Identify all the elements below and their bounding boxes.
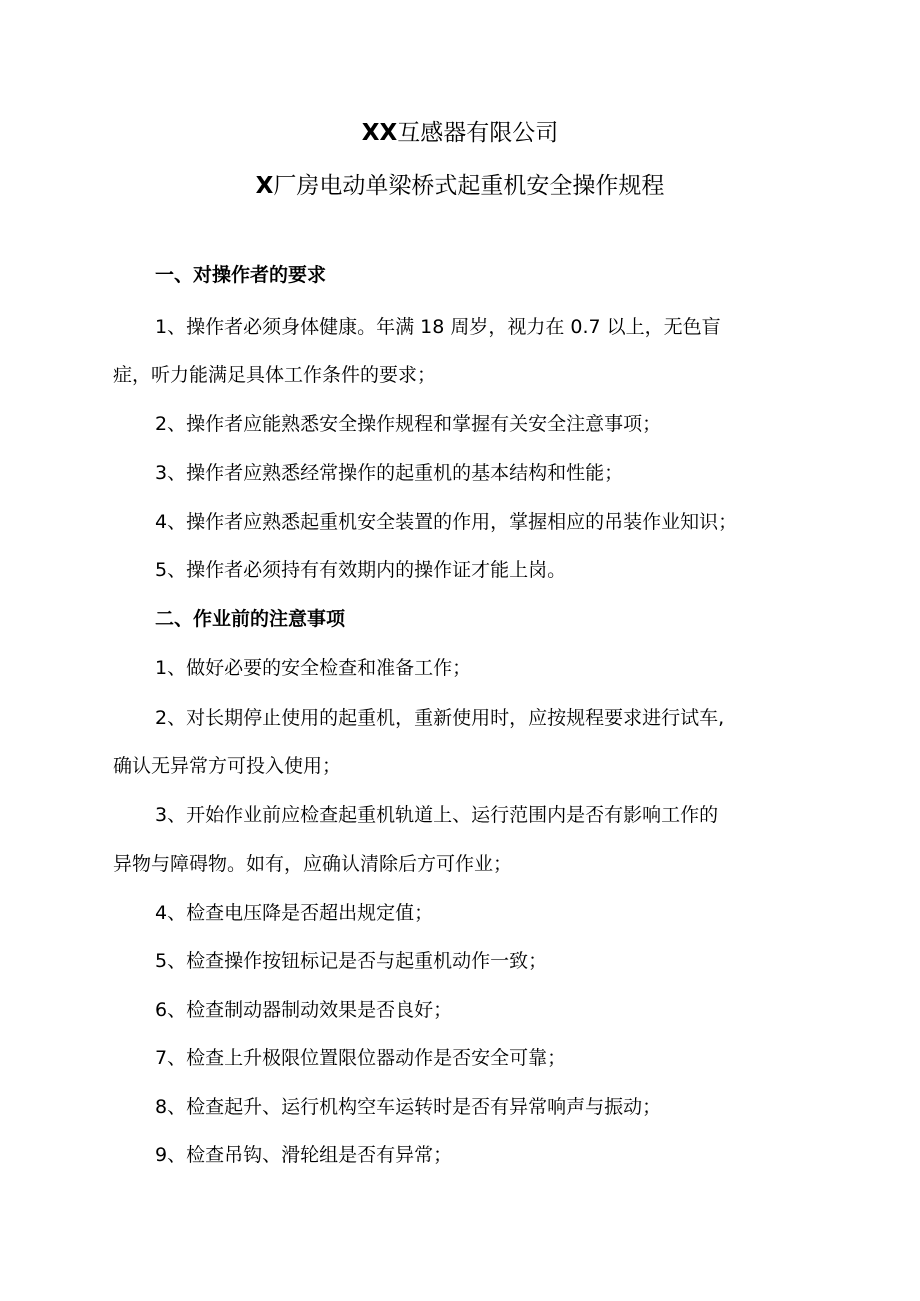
list-item: 3、开始作业前应检查起重机轨道上、运行范围内是否有影响工作的 xyxy=(155,804,719,826)
title-text: 厂房电动单梁桥式起重机安全操作规程 xyxy=(273,173,665,199)
list-item-continuation: 症，听力能满足具体工作条件的要求； xyxy=(113,364,437,386)
list-item: 5、操作者必须持有有效期内的操作证才能上岗。 xyxy=(155,559,567,581)
section-heading-pre-work-notes: 二、作业前的注意事项 xyxy=(155,608,346,630)
list-item-continuation: 异物与障碍物。如有，应确认清除后方可作业； xyxy=(113,853,513,875)
list-item: 2、对长期停止使用的起重机，重新使用时，应按规程要求进行试车, xyxy=(155,707,725,729)
company-name: 互感器有限公司 xyxy=(397,120,559,146)
list-item: 1、做好必要的安全检查和准备工作； xyxy=(155,657,472,679)
title-prefix: X xyxy=(255,173,274,199)
list-item: 6、检查制动器制动效果是否良好； xyxy=(155,999,453,1021)
list-item: 7、检查上升极限位置限位器动作是否安全可靠； xyxy=(155,1047,567,1069)
section-heading-operator-requirements: 一、对操作者的要求 xyxy=(155,264,327,286)
list-item: 4、检查电压降是否超出规定值； xyxy=(155,902,434,924)
list-item-continuation: 确认无异常方可投入使用； xyxy=(113,755,342,777)
list-item: 8、检查起升、运行机构空车运转时是否有异常响声与振动； xyxy=(155,1096,662,1118)
company-prefix: XX xyxy=(361,120,398,146)
list-item: 1、操作者必须身体健康。年满 18 周岁，视力在 0.7 以上，无色盲 xyxy=(155,316,721,338)
list-item: 2、操作者应能熟悉安全操作规程和掌握有关安全注意事项； xyxy=(155,413,662,435)
list-item: 9、检查吊钩、滑轮组是否有异常； xyxy=(155,1144,453,1166)
list-item: 5、检查操作按钮标记是否与起重机动作一致； xyxy=(155,950,548,972)
list-item: 4、操作者应熟悉起重机安全装置的作用，掌握相应的吊装作业知识； xyxy=(155,511,738,533)
list-item: 3、操作者应熟悉经常操作的起重机的基本结构和性能； xyxy=(155,462,624,484)
document-title xyxy=(0,171,920,201)
company-title xyxy=(0,118,920,148)
